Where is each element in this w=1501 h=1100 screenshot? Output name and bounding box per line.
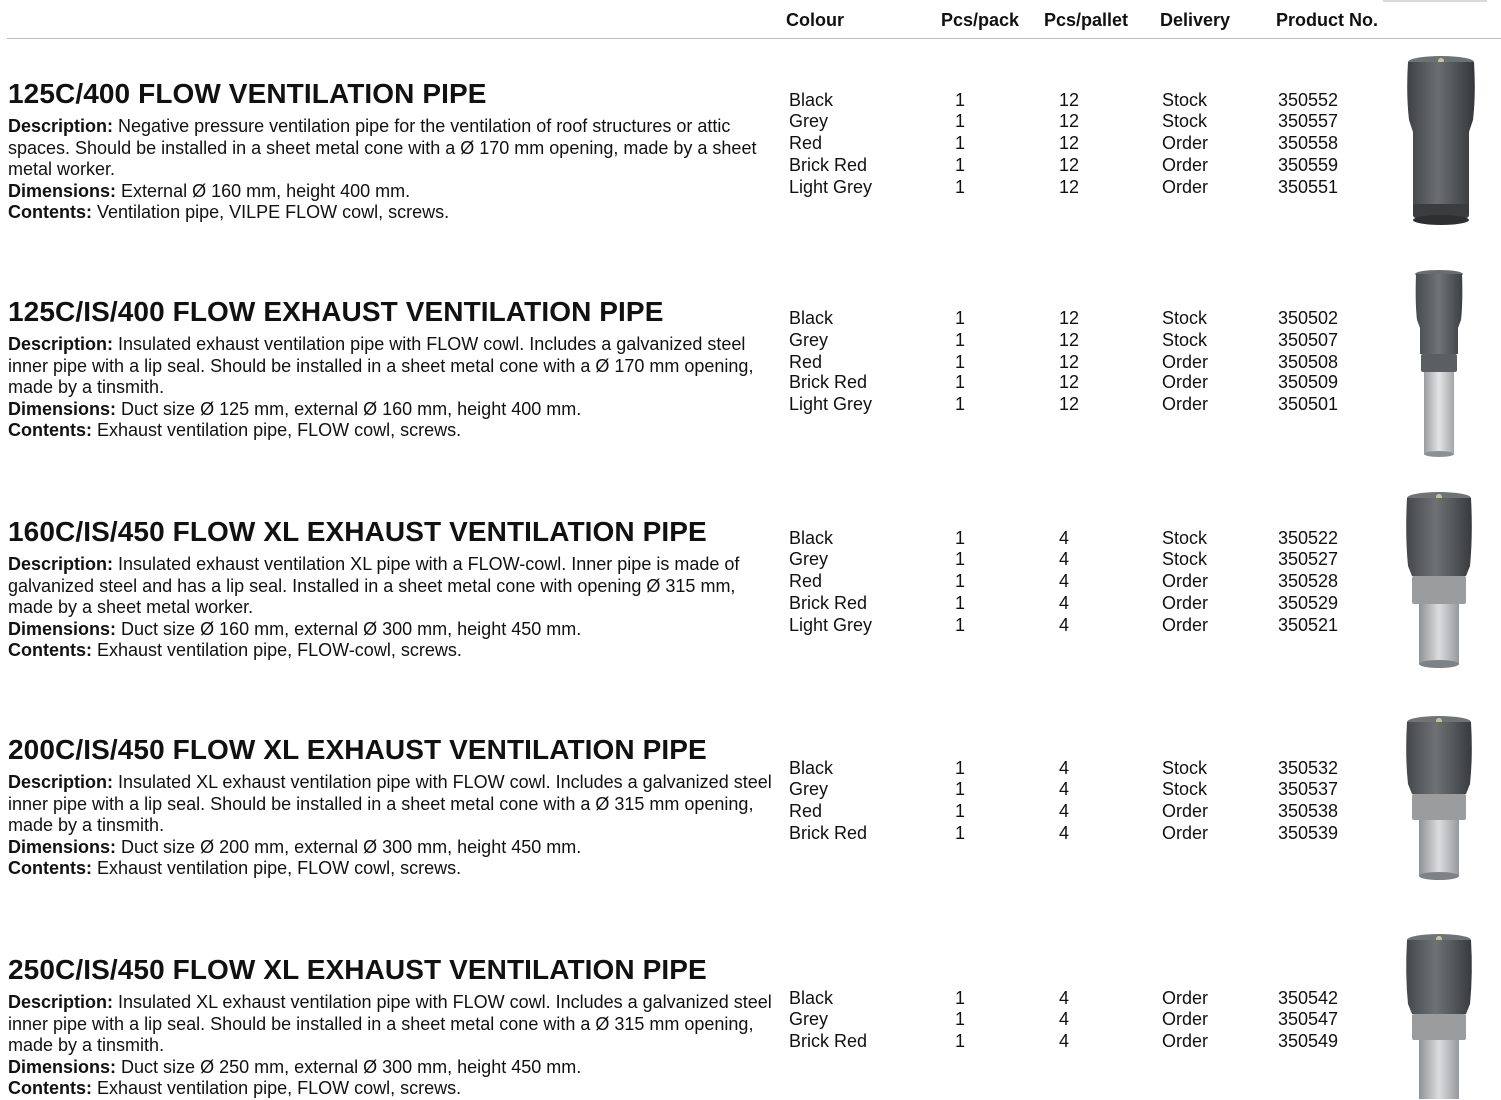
delivery-cell: Stock xyxy=(1162,330,1208,350)
pcs-pack-cell: 1 xyxy=(955,308,966,328)
product-title: 200C/IS/450 FLOW XL EXHAUST VENTILATION PIPE xyxy=(8,734,707,765)
pcs-pallet-cell: 12 xyxy=(1059,90,1080,110)
product-section xyxy=(0,954,1501,1099)
product-no-cell: 350501 xyxy=(1278,394,1339,414)
colour-cell: Grey xyxy=(789,330,829,350)
pcs-pallet-cell: 4 xyxy=(1059,823,1070,843)
product-no-cell: 350559 xyxy=(1278,155,1339,175)
colour-cell: Black xyxy=(789,988,834,1008)
colour-cell: Brick Red xyxy=(789,155,868,175)
product-section xyxy=(0,734,1501,954)
colour-cell: Red xyxy=(789,133,823,153)
product-title: 160C/IS/450 FLOW XL EXHAUST VENTILATION PIPE xyxy=(8,516,707,547)
product-no-cell: 350547 xyxy=(1278,1009,1339,1029)
product-no-cell: 350521 xyxy=(1278,615,1339,635)
dimensions-line xyxy=(8,399,778,421)
pcs-pack-cell: 1 xyxy=(955,330,966,350)
delivery-cell: Order xyxy=(1162,571,1209,591)
pcs-pack-cell: 1 xyxy=(955,155,966,175)
dimensions-text: Duct size Ø 200 mm, external Ø 300 mm, height 450 mm. xyxy=(121,836,582,857)
delivery-cell: Order xyxy=(1162,155,1209,175)
product-no-cell: 350507 xyxy=(1278,330,1339,350)
header-pcs-pallet: Pcs/pallet xyxy=(1044,10,1129,30)
product-no-cell: 350508 xyxy=(1278,352,1339,372)
pcs-pack-cell: 1 xyxy=(955,133,966,153)
vent-pipe-image xyxy=(1395,490,1495,674)
product-no-cell: 350509 xyxy=(1278,372,1339,392)
dimensions-text: Duct size Ø 250 mm, external Ø 300 mm, height 450 mm. xyxy=(121,1056,582,1077)
pcs-pack-cell: 1 xyxy=(955,779,966,799)
pcs-pack-cell: 1 xyxy=(955,1009,966,1029)
pcs-pack-cell: 1 xyxy=(955,111,966,131)
description-line xyxy=(8,334,778,399)
dimensions-text: External Ø 160 mm, height 400 mm. xyxy=(121,180,411,201)
delivery-cell: Order xyxy=(1162,988,1209,1008)
pcs-pallet-cell: 4 xyxy=(1059,549,1070,569)
colour-cell: Red xyxy=(789,571,823,591)
product-text xyxy=(8,334,778,442)
product-no-cell: 350558 xyxy=(1278,133,1339,153)
corner-mark xyxy=(1383,0,1487,2)
pcs-pallet-cell: 4 xyxy=(1059,758,1070,778)
product-text xyxy=(8,554,778,662)
product-no-cell: 350542 xyxy=(1278,988,1339,1008)
contents-line xyxy=(8,202,778,224)
product-no-cell: 350522 xyxy=(1278,528,1339,548)
pcs-pallet-cell: 12 xyxy=(1059,394,1080,414)
delivery-cell: Order xyxy=(1162,352,1209,372)
vent-pipe-image xyxy=(1395,932,1495,1099)
dimensions-line xyxy=(8,837,778,859)
product-no-cell: 350557 xyxy=(1278,111,1339,131)
product-no-cell: 350527 xyxy=(1278,549,1339,569)
pcs-pack-cell: 1 xyxy=(955,528,966,548)
colour-cell: Grey xyxy=(789,779,829,799)
colour-cell: Red xyxy=(789,352,823,372)
colour-cell: Grey xyxy=(789,549,829,569)
pcs-pallet-cell: 12 xyxy=(1059,177,1080,197)
product-text xyxy=(8,992,778,1100)
colour-cell: Light Grey xyxy=(789,615,873,635)
description-text: Insulated exhaust ventilation pipe with FLOW cowl. Includes a galvanized steel inner pipe with a lip seal. Should be installed in a sheet metal cone with a Ø 170 mm opening, made by a tinsmith. xyxy=(8,334,754,397)
product-no-cell: 350539 xyxy=(1278,823,1339,843)
contents-label: Contents: xyxy=(8,1078,92,1098)
delivery-cell: Order xyxy=(1162,615,1209,635)
colour-cell: Light Grey xyxy=(789,177,873,197)
contents-line xyxy=(8,640,778,662)
vent-pipe-image xyxy=(1395,714,1495,886)
delivery-cell: Order xyxy=(1162,394,1209,414)
dimensions-label: Dimensions: xyxy=(8,1056,117,1077)
header-colour: Colour xyxy=(786,10,844,30)
pcs-pallet-cell: 12 xyxy=(1059,308,1080,328)
product-text xyxy=(8,116,778,224)
description-label: Description: xyxy=(8,992,114,1012)
contents-line xyxy=(8,1078,778,1100)
header-divider xyxy=(7,38,1501,39)
pcs-pack-cell: 1 xyxy=(955,549,966,569)
pcs-pack-cell: 1 xyxy=(955,758,966,778)
delivery-cell: Stock xyxy=(1162,779,1208,799)
product-no-cell: 350532 xyxy=(1278,758,1339,778)
pcs-pack-cell: 1 xyxy=(955,352,966,372)
pcs-pallet-cell: 12 xyxy=(1059,352,1080,372)
description-line xyxy=(8,772,778,837)
pcs-pack-cell: 1 xyxy=(955,372,966,392)
header-pcs-pack: Pcs/pack xyxy=(941,10,1020,30)
pcs-pallet-cell: 12 xyxy=(1059,330,1080,350)
description-line xyxy=(8,992,778,1057)
contents-line xyxy=(8,858,778,880)
header-delivery: Delivery xyxy=(1160,10,1231,30)
contents-text: Exhaust ventilation pipe, FLOW cowl, screws. xyxy=(97,858,462,878)
product-no-cell: 350502 xyxy=(1278,308,1339,328)
delivery-cell: Stock xyxy=(1162,758,1208,778)
delivery-cell: Order xyxy=(1162,801,1209,821)
pcs-pallet-cell: 12 xyxy=(1059,372,1080,392)
contents-text: Exhaust ventilation pipe, FLOW cowl, screws. xyxy=(97,1078,462,1098)
dimensions-label: Dimensions: xyxy=(8,398,117,419)
pcs-pallet-cell: 4 xyxy=(1059,615,1070,635)
pcs-pallet-cell: 4 xyxy=(1059,801,1070,821)
pcs-pallet-cell: 4 xyxy=(1059,779,1070,799)
pcs-pallet-cell: 4 xyxy=(1059,528,1070,548)
dimensions-label: Dimensions: xyxy=(8,180,117,201)
delivery-cell: Stock xyxy=(1162,528,1208,548)
product-section xyxy=(0,516,1501,736)
pcs-pack-cell: 1 xyxy=(955,1031,966,1051)
contents-label: Contents: xyxy=(8,858,92,878)
product-no-cell: 350538 xyxy=(1278,801,1339,821)
colour-cell: Red xyxy=(789,801,823,821)
pcs-pack-cell: 1 xyxy=(955,988,966,1008)
colour-cell: Brick Red xyxy=(789,593,868,613)
product-text xyxy=(8,772,778,880)
pcs-pallet-cell: 12 xyxy=(1059,111,1080,131)
description-label: Description: xyxy=(8,116,114,136)
pcs-pack-cell: 1 xyxy=(955,593,966,613)
delivery-cell: Stock xyxy=(1162,111,1208,131)
pcs-pallet-cell: 4 xyxy=(1059,571,1070,591)
description-line xyxy=(8,116,778,181)
pcs-pallet-cell: 4 xyxy=(1059,1009,1070,1029)
delivery-cell: Order xyxy=(1162,1031,1209,1051)
dimensions-line xyxy=(8,1057,778,1079)
pcs-pallet-cell: 4 xyxy=(1059,988,1070,1008)
delivery-cell: Stock xyxy=(1162,308,1208,328)
pcs-pallet-cell: 12 xyxy=(1059,155,1080,175)
pcs-pack-cell: 1 xyxy=(955,177,966,197)
pcs-pack-cell: 1 xyxy=(955,90,966,110)
product-title: 125C/IS/400 FLOW EXHAUST VENTILATION PIPE xyxy=(8,296,664,327)
dimensions-text: Duct size Ø 160 mm, external Ø 300 mm, height 450 mm. xyxy=(121,618,582,639)
pcs-pack-cell: 1 xyxy=(955,615,966,635)
contents-label: Contents: xyxy=(8,202,92,222)
product-no-cell: 350529 xyxy=(1278,593,1339,613)
colour-cell: Grey xyxy=(789,1009,829,1029)
dimensions-line xyxy=(8,619,778,641)
delivery-cell: Order xyxy=(1162,1009,1209,1029)
description-text: Insulated exhaust ventilation XL pipe with a FLOW-cowl. Inner pipe is made of galvanized steel and has a lip seal. Installed in a sheet metal cone with opening Ø 315 mm, made by a sheet metal worker. xyxy=(8,554,740,617)
product-no-cell: 350528 xyxy=(1278,571,1339,591)
colour-cell: Black xyxy=(789,758,834,778)
colour-cell: Black xyxy=(789,528,834,548)
colour-cell: Black xyxy=(789,90,834,110)
dimensions-text: Duct size Ø 125 mm, external Ø 160 mm, height 400 mm. xyxy=(121,398,582,419)
product-no-cell: 350551 xyxy=(1278,177,1339,197)
product-title: 125C/400 FLOW VENTILATION PIPE xyxy=(8,78,487,109)
dimensions-line xyxy=(8,181,778,203)
description-label: Description: xyxy=(8,772,114,792)
pcs-pallet-cell: 4 xyxy=(1059,1031,1070,1051)
colour-cell: Brick Red xyxy=(789,823,868,843)
contents-line xyxy=(8,420,778,442)
product-section xyxy=(0,296,1501,516)
colour-cell: Grey xyxy=(789,111,829,131)
description-label: Description: xyxy=(8,554,114,574)
pcs-pallet-cell: 12 xyxy=(1059,133,1080,153)
product-section xyxy=(0,78,1501,298)
pcs-pack-cell: 1 xyxy=(955,823,966,843)
delivery-cell: Stock xyxy=(1162,549,1208,569)
contents-text: Exhaust ventilation pipe, FLOW cowl, screws. xyxy=(97,420,462,440)
delivery-cell: Stock xyxy=(1162,90,1208,110)
contents-label: Contents: xyxy=(8,640,92,660)
colour-cell: Light Grey xyxy=(789,394,873,414)
delivery-cell: Order xyxy=(1162,823,1209,843)
dimensions-label: Dimensions: xyxy=(8,618,117,639)
colour-cell: Brick Red xyxy=(789,1031,868,1051)
colour-cell: Black xyxy=(789,308,834,328)
product-title: 250C/IS/450 FLOW XL EXHAUST VENTILATION PIPE xyxy=(8,954,707,985)
dimensions-label: Dimensions: xyxy=(8,836,117,857)
contents-label: Contents: xyxy=(8,420,92,440)
description-text: Negative pressure ventilation pipe for the ventilation of roof structures or attic spaces. Should be installed in a sheet metal cone with a Ø 170 mm opening, made by a sheet metal worker. xyxy=(8,116,757,179)
vent-pipe-image xyxy=(1395,268,1495,464)
product-no-cell: 350537 xyxy=(1278,779,1339,799)
header-product-no: Product No. xyxy=(1276,10,1378,30)
table-header xyxy=(0,0,1501,40)
product-no-cell: 350552 xyxy=(1278,90,1339,110)
description-text: Insulated XL exhaust ventilation pipe with FLOW cowl. Includes a galvanized steel inner pipe with a lip seal. Should be installed in a sheet metal cone with a Ø 315 mm opening, made by a tinsmith. xyxy=(8,772,772,835)
description-line xyxy=(8,554,778,619)
pcs-pack-cell: 1 xyxy=(955,571,966,591)
pcs-pack-cell: 1 xyxy=(955,394,966,414)
delivery-cell: Order xyxy=(1162,177,1209,197)
pcs-pallet-cell: 4 xyxy=(1059,593,1070,613)
contents-text: Exhaust ventilation pipe, FLOW-cowl, screws. xyxy=(97,640,462,660)
delivery-cell: Order xyxy=(1162,593,1209,613)
vent-pipe-image xyxy=(1395,54,1495,230)
description-label: Description: xyxy=(8,334,114,354)
colour-cell: Brick Red xyxy=(789,372,868,392)
delivery-cell: Order xyxy=(1162,133,1209,153)
pcs-pack-cell: 1 xyxy=(955,801,966,821)
product-no-cell: 350549 xyxy=(1278,1031,1339,1051)
contents-text: Ventilation pipe, VILPE FLOW cowl, screws. xyxy=(97,202,450,222)
description-text: Insulated XL exhaust ventilation pipe with FLOW cowl. Includes a galvanized steel inner pipe with a lip seal. Should be installed in a sheet metal cone with a Ø 315 mm opening, made by a tinsmith. xyxy=(8,992,772,1055)
delivery-cell: Order xyxy=(1162,372,1209,392)
